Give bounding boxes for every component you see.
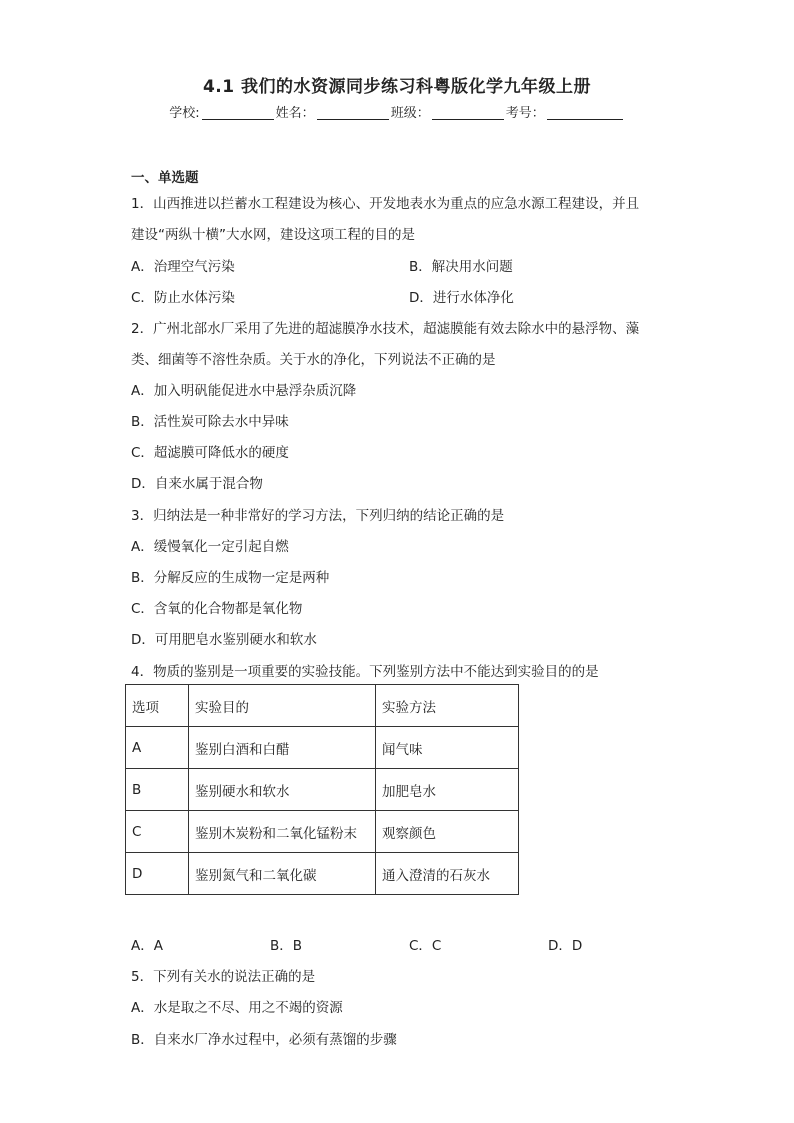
table-cell: A (126, 727, 189, 769)
q5-option-b: B．自来水厂净水过程中，必须有蒸馏的步骤 (131, 1032, 397, 1048)
school-blank (202, 105, 274, 120)
q3-option-a: A．缓慢氧化一定引起自燃 (131, 539, 289, 555)
exam-no-label: 考号： (505, 106, 545, 121)
q4-option-b: B．B (270, 938, 303, 954)
q1-option-b: B．解决用水问题 (409, 259, 513, 275)
table-header-cell: 实验方法 (376, 685, 519, 727)
class-blank (432, 105, 504, 120)
table-cell: 通入澄清的石灰水 (376, 853, 519, 895)
table-header-cell: 选项 (126, 685, 189, 727)
section-heading: 一、单选题 (131, 170, 199, 186)
table-cell: B (126, 769, 189, 811)
table-header-row (126, 685, 519, 727)
q4-stem: 4．物质的鉴别是一项重要的实验技能。下列鉴别方法中不能达到实验目的的是 (131, 664, 599, 680)
table-cell: 鉴别硬水和软水 (189, 769, 376, 811)
exam-no-blank (547, 105, 623, 120)
page-title: 4.1 我们的水资源同步练习科粤版化学九年级上册 (202, 77, 592, 97)
q3-option-b: B．分解反应的生成物一定是两种 (131, 570, 330, 586)
q2-stem-line2: 类、细菌等不溶性杂质。关于水的净化，下列说法不正确的是 (131, 352, 496, 368)
name-label: 姓名： (275, 106, 315, 121)
q4-option-d: D．D (548, 938, 583, 954)
q4-table (125, 684, 519, 895)
q2-option-b: B．活性炭可除去水中异味 (131, 414, 289, 430)
q2-option-d: D．自来水属于混合物 (131, 476, 263, 492)
table-row (126, 769, 519, 811)
q1-option-c: C．防止水体污染 (131, 290, 235, 306)
table-cell: D (126, 853, 189, 895)
q4-option-c: C．C (409, 938, 442, 954)
student-info-line (0, 102, 794, 121)
table-cell: C (126, 811, 189, 853)
q1-stem-line2: 建设“两纵十横”大水网，建设这项工程的目的是 (131, 227, 415, 243)
table-row (126, 727, 519, 769)
table-row (126, 853, 519, 895)
q1-option-d: D．进行水体净化 (409, 290, 514, 306)
table-cell: 鉴别木炭粉和二氧化锰粉末 (189, 811, 376, 853)
name-blank (317, 105, 389, 120)
table-header-cell: 实验目的 (189, 685, 376, 727)
table-cell: 加肥皂水 (376, 769, 519, 811)
q2-option-c: C．超滤膜可降低水的硬度 (131, 445, 289, 461)
q5-option-a: A．水是取之不尽、用之不竭的资源 (131, 1000, 343, 1016)
class-label: 班级： (390, 106, 430, 121)
q3-option-d: D．可用肥皂水鉴别硬水和软水 (131, 632, 317, 648)
table-cell: 闻气味 (376, 727, 519, 769)
q1-stem-line1: 1．山西推进以拦蓄水工程建设为核心、开发地表水为重点的应急水源工程建设，并且 (131, 196, 640, 212)
school-label: 学校: (169, 106, 200, 121)
q2-stem-line1: 2．广州北部水厂采用了先进的超滤膜净水技术，超滤膜能有效去除水中的悬浮物、藻 (131, 321, 640, 337)
table-cell: 鉴别白酒和白醋 (189, 727, 376, 769)
q1-option-a: A．治理空气污染 (131, 259, 235, 275)
table-row (126, 811, 519, 853)
table-cell: 观察颜色 (376, 811, 519, 853)
q3-stem: 3．归纳法是一种非常好的学习方法，下列归纳的结论正确的是 (131, 508, 505, 524)
q3-option-c: C．含氧的化合物都是氧化物 (131, 601, 303, 617)
q5-stem: 5．下列有关水的说法正确的是 (131, 969, 316, 985)
q2-option-a: A．加入明矾能促进水中悬浮杂质沉降 (131, 383, 357, 399)
table-cell: 鉴别氮气和二氧化碳 (189, 853, 376, 895)
q4-option-a: A．A (131, 938, 163, 954)
